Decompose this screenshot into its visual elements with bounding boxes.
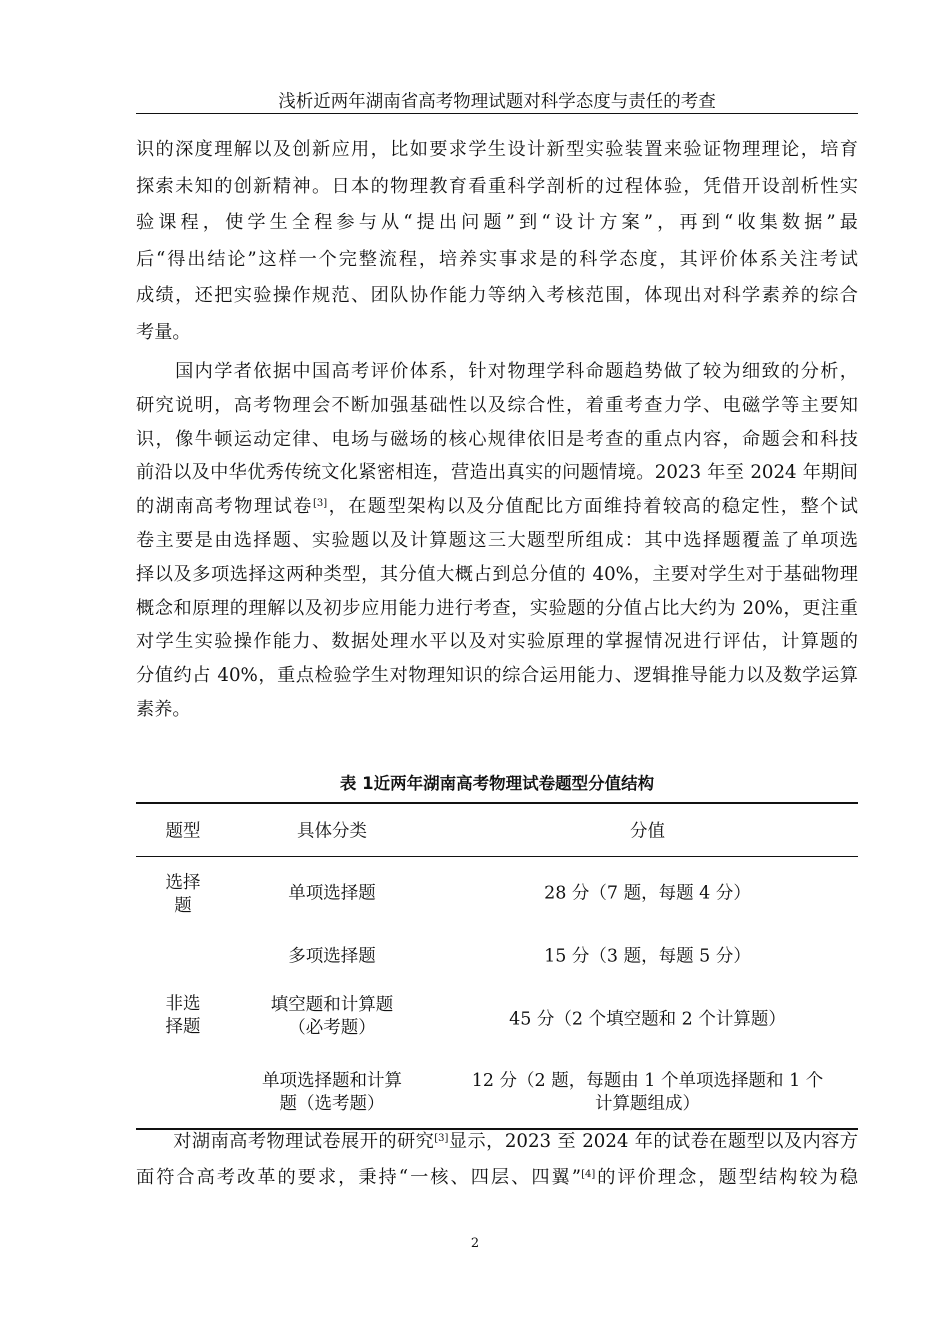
text-line — [136, 490, 858, 524]
text-line — [136, 693, 858, 727]
table-header-rule — [136, 856, 858, 857]
table-cell-category: 单项选择题和计算 题（选考题） — [262, 1071, 402, 1114]
citation-superscript: [4] — [581, 1169, 596, 1180]
text-segment: 素养。 — [136, 698, 191, 720]
table-cell-category: 多项选择题 — [288, 946, 376, 967]
text-segment: 分值约占 40%，重点检验学生对物理知识的综合运用能力、逻辑推导能力以及数学运算 — [136, 665, 858, 687]
text-segment: 对学生实验操作能力、数据处理水平以及对实验原理的掌握情况进行评估，计算题的 — [136, 631, 858, 653]
text-segment: 考量。 — [136, 321, 191, 343]
text-segment: 卷主要是由选择题、实验题以及计算题这三大题型所组成：其中选择题覆盖了单项选 — [136, 529, 858, 551]
text-segment: 概念和原理的理解以及初步应用能力进行考查，实验题的分值占比大约为 20%，更注重 — [136, 597, 858, 619]
paragraph-1 — [136, 132, 858, 352]
table-cell-score: 45 分（2 个填空题和 2 个计算题） — [509, 1009, 786, 1030]
table-cell-category: 填空题和计算题 （必考题） — [270, 995, 394, 1038]
text-segment: 的评价理念，题型结构较为稳 — [595, 1167, 858, 1188]
text-line — [136, 389, 858, 423]
text-line — [136, 592, 858, 626]
page-number: 2 — [470, 1236, 480, 1251]
header-rule — [136, 113, 858, 114]
text-line — [136, 558, 858, 592]
citation-superscript: [3] — [434, 1133, 449, 1144]
text-line — [136, 278, 858, 315]
text-line — [136, 205, 858, 242]
text-segment: 国内学者依据中国高考评价体系，针对物理学科命题趋势做了较为细致的分析， — [136, 361, 858, 382]
text-line — [136, 132, 858, 169]
text-line — [136, 524, 858, 558]
text-line — [136, 456, 858, 490]
table-header-score: 分值 — [630, 821, 665, 842]
table-cell-score: 15 分（3 题，每题 5 分） — [544, 946, 751, 967]
text-line — [136, 1124, 858, 1160]
text-line — [136, 625, 858, 659]
text-line — [136, 242, 858, 279]
text-line — [136, 355, 858, 389]
table-caption: 表 1近两年湖南高考物理试卷题型分值结构 — [339, 774, 655, 793]
text-segment: 探索未知的创新精神。日本的物理教育看重科学剖析的过程体验，凭借开设剖析性实 — [136, 175, 858, 197]
text-segment: 成绩，还把实验操作规范、团队协作能力等纳入考核范围，体现出对科学素养的综合 — [136, 285, 858, 307]
table-cell-category: 单项选择题 — [288, 883, 376, 904]
table-cell-score: 12 分（2 题，每题由 1 个单项选择题和 1 个 计算题组成） — [471, 1071, 824, 1114]
table-cell-score: 28 分（7 题，每题 4 分） — [544, 883, 751, 904]
text-segment: 显示，2023 至 2024 年的试卷在题型以及内容方 — [448, 1131, 858, 1152]
text-line — [136, 659, 858, 693]
text-segment: 的湖南高考物理试卷 — [136, 496, 313, 518]
text-segment: 对湖南高考物理试卷展开的研究 — [136, 1131, 435, 1152]
paragraph-2 — [136, 355, 858, 727]
table-cell-type: 非选 择题 — [165, 994, 201, 1037]
text-line — [136, 1160, 858, 1196]
paragraph-3 — [136, 1124, 858, 1196]
table-cell-type: 选择 题 — [165, 873, 201, 916]
text-segment: 前沿以及中华优秀传统文化紧密相连，营造出真实的问题情境。2023 年至 2024 年期间 — [136, 462, 858, 484]
text-line — [136, 315, 858, 352]
table-top-rule — [136, 802, 858, 804]
text-line — [136, 169, 858, 206]
text-segment: 后“得出结论”这样一个完整流程，培养实事求是的科学态度，其评价体系关注考试 — [136, 248, 858, 270]
table-header-category: 具体分类 — [297, 821, 367, 842]
text-segment: 验课程，使学生全程参与从“提出问题”到“设计方案”，再到“收集数据”最 — [136, 212, 858, 234]
text-segment: 识的深度理解以及创新应用，比如要求学生设计新型实验装置来验证物理理论，培育 — [136, 139, 858, 160]
text-segment: 研究说明，高考物理会不断加强基础性以及综合性，着重考查力学、电磁学等主要知 — [136, 394, 858, 416]
text-segment: 择以及多项选择这两种类型，其分值大概占到总分值的 40%，主要对学生对于基础物理 — [136, 563, 858, 585]
text-segment: 识，像牛顿运动定律、电场与磁场的核心规律依旧是考查的重点内容，命题会和科技 — [136, 428, 858, 450]
citation-superscript: [3] — [312, 498, 328, 510]
table-header-type: 题型 — [165, 821, 201, 842]
running-header-title: 浅析近两年湖南省高考物理试题对科学态度与责任的考查 — [278, 92, 716, 112]
text-segment: ，在题型架构以及分值配比方面维持着较高的稳定性，整个试 — [327, 496, 858, 518]
text-line — [136, 423, 858, 457]
text-segment: 面符合高考改革的要求，秉持“一核、四层、四翼” — [136, 1167, 582, 1188]
